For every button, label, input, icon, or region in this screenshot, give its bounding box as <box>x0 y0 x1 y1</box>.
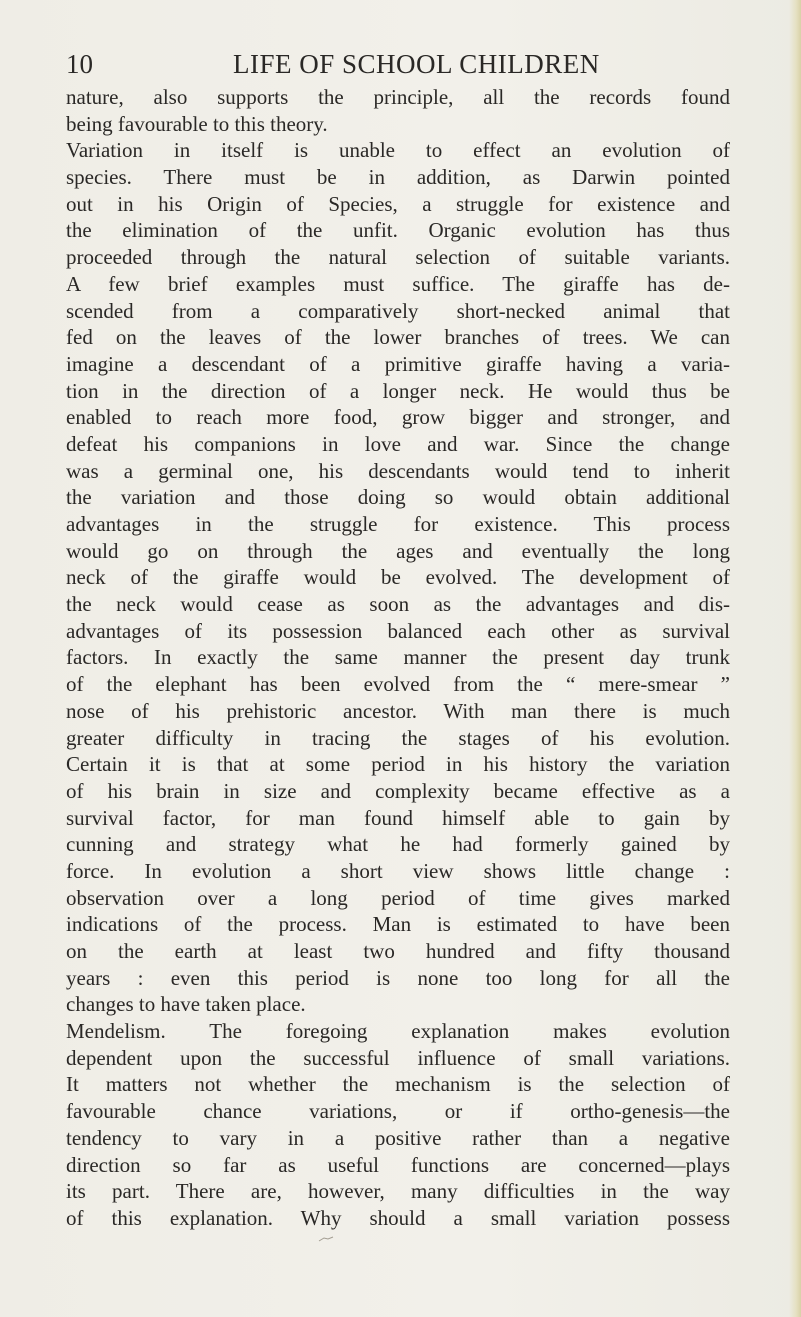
running-head <box>66 44 726 84</box>
page-number: 10 <box>66 49 93 79</box>
text-line: of his brain in size and complexity became effective as a <box>66 778 730 803</box>
text-line: neck of the giraffe would be evolved. The development of <box>66 565 730 590</box>
text-line: the neck would cease as soon as the advantages and dis- <box>66 592 730 617</box>
text-line: scended from a comparatively short-necked animal that <box>66 298 730 323</box>
running-title: LIFE OF SCHOOL CHILDREN <box>233 49 600 79</box>
text-line: cunning and strategy what he had formerly gained by <box>66 832 730 857</box>
text-line: of this explanation. Why should a small variation possess <box>66 1205 730 1230</box>
text-line: survival factor, for man found himself able to gain by <box>66 805 730 830</box>
text-line: fed on the leaves of the lower branches of trees. We can <box>66 325 730 350</box>
text-line: Certain it is that at some period in his history the variation <box>66 752 730 777</box>
text-line: indications of the process. Man is estimated to have been <box>66 912 730 937</box>
text-line: tion in the direction of a longer neck. He would thus be <box>66 378 730 403</box>
text-line: greater difficulty in tracing the stages of his evolution. <box>66 725 730 750</box>
text-line: the variation and those doing so would obtain additional <box>66 485 730 510</box>
text-line: It matters not whether the mechanism is the selection of <box>66 1072 730 1097</box>
page-edge-shadow <box>789 0 801 1317</box>
text-line: changes to have taken place. <box>66 992 306 1017</box>
text-line: advantages in the struggle for existence. This process <box>66 512 730 536</box>
text-line: direction so far as useful functions are concerned—plays <box>66 1152 730 1177</box>
text-line: the elimination of the unfit. Organic evolution has thus <box>66 218 730 243</box>
text-line: enabled to reach more food, grow bigger and stronger, and <box>66 405 730 430</box>
text-line: Variation in itself is unable to effect an evolution of <box>66 138 730 163</box>
text-line: advantages of its possession balanced each other as survival <box>66 618 730 643</box>
text-line: A few brief examples must suffice. The giraffe has de- <box>66 271 730 296</box>
text-line: out in his Origin of Species, a struggle for existence and <box>66 191 730 216</box>
text-line: its part. There are, however, many difficulties in the way <box>66 1179 730 1204</box>
text-line: years : even this period is none too long for all the <box>66 965 730 990</box>
text-line: was a germinal one, his descendants would tend to inherit <box>66 458 730 483</box>
text-line: observation over a long period of time gives marked <box>66 885 730 910</box>
text-line: dependent upon the successful influence of small variations. <box>66 1045 730 1070</box>
text-line: species. There must be in addition, as Darwin pointed <box>66 165 730 190</box>
text-line: favourable chance variations, or if ortho-genesis—the <box>66 1099 730 1124</box>
text-line: Mendelism. The foregoing explanation makes evolution <box>66 1019 730 1044</box>
ink-smudge-mark <box>318 1236 334 1242</box>
text-line: factors. In exactly the same manner the present day trunk <box>66 645 730 670</box>
text-line: being favourable to this theory. <box>66 111 328 136</box>
text-line: would go on through the ages and eventually the long <box>66 538 730 563</box>
text-line: proceeded through the natural selection of suitable variants. <box>66 245 730 270</box>
text-line: tendency to vary in a positive rather than a negative <box>66 1125 730 1150</box>
text-line: nose of his prehistoric ancestor. With man there is much <box>66 698 730 723</box>
text-line: imagine a descendant of a primitive giraffe having a varia- <box>66 351 730 376</box>
body-text <box>66 84 730 1232</box>
text-line: on the earth at least two hundred and fifty thousand <box>66 939 730 963</box>
text-line: of the elephant has been evolved from the “ mere-smear ” <box>66 672 730 697</box>
text-line: nature, also supports the principle, all the records found <box>66 85 730 109</box>
text-line: defeat his companions in love and war. Since the change <box>66 431 730 456</box>
text-line: force. In evolution a short view shows little change : <box>66 858 730 883</box>
